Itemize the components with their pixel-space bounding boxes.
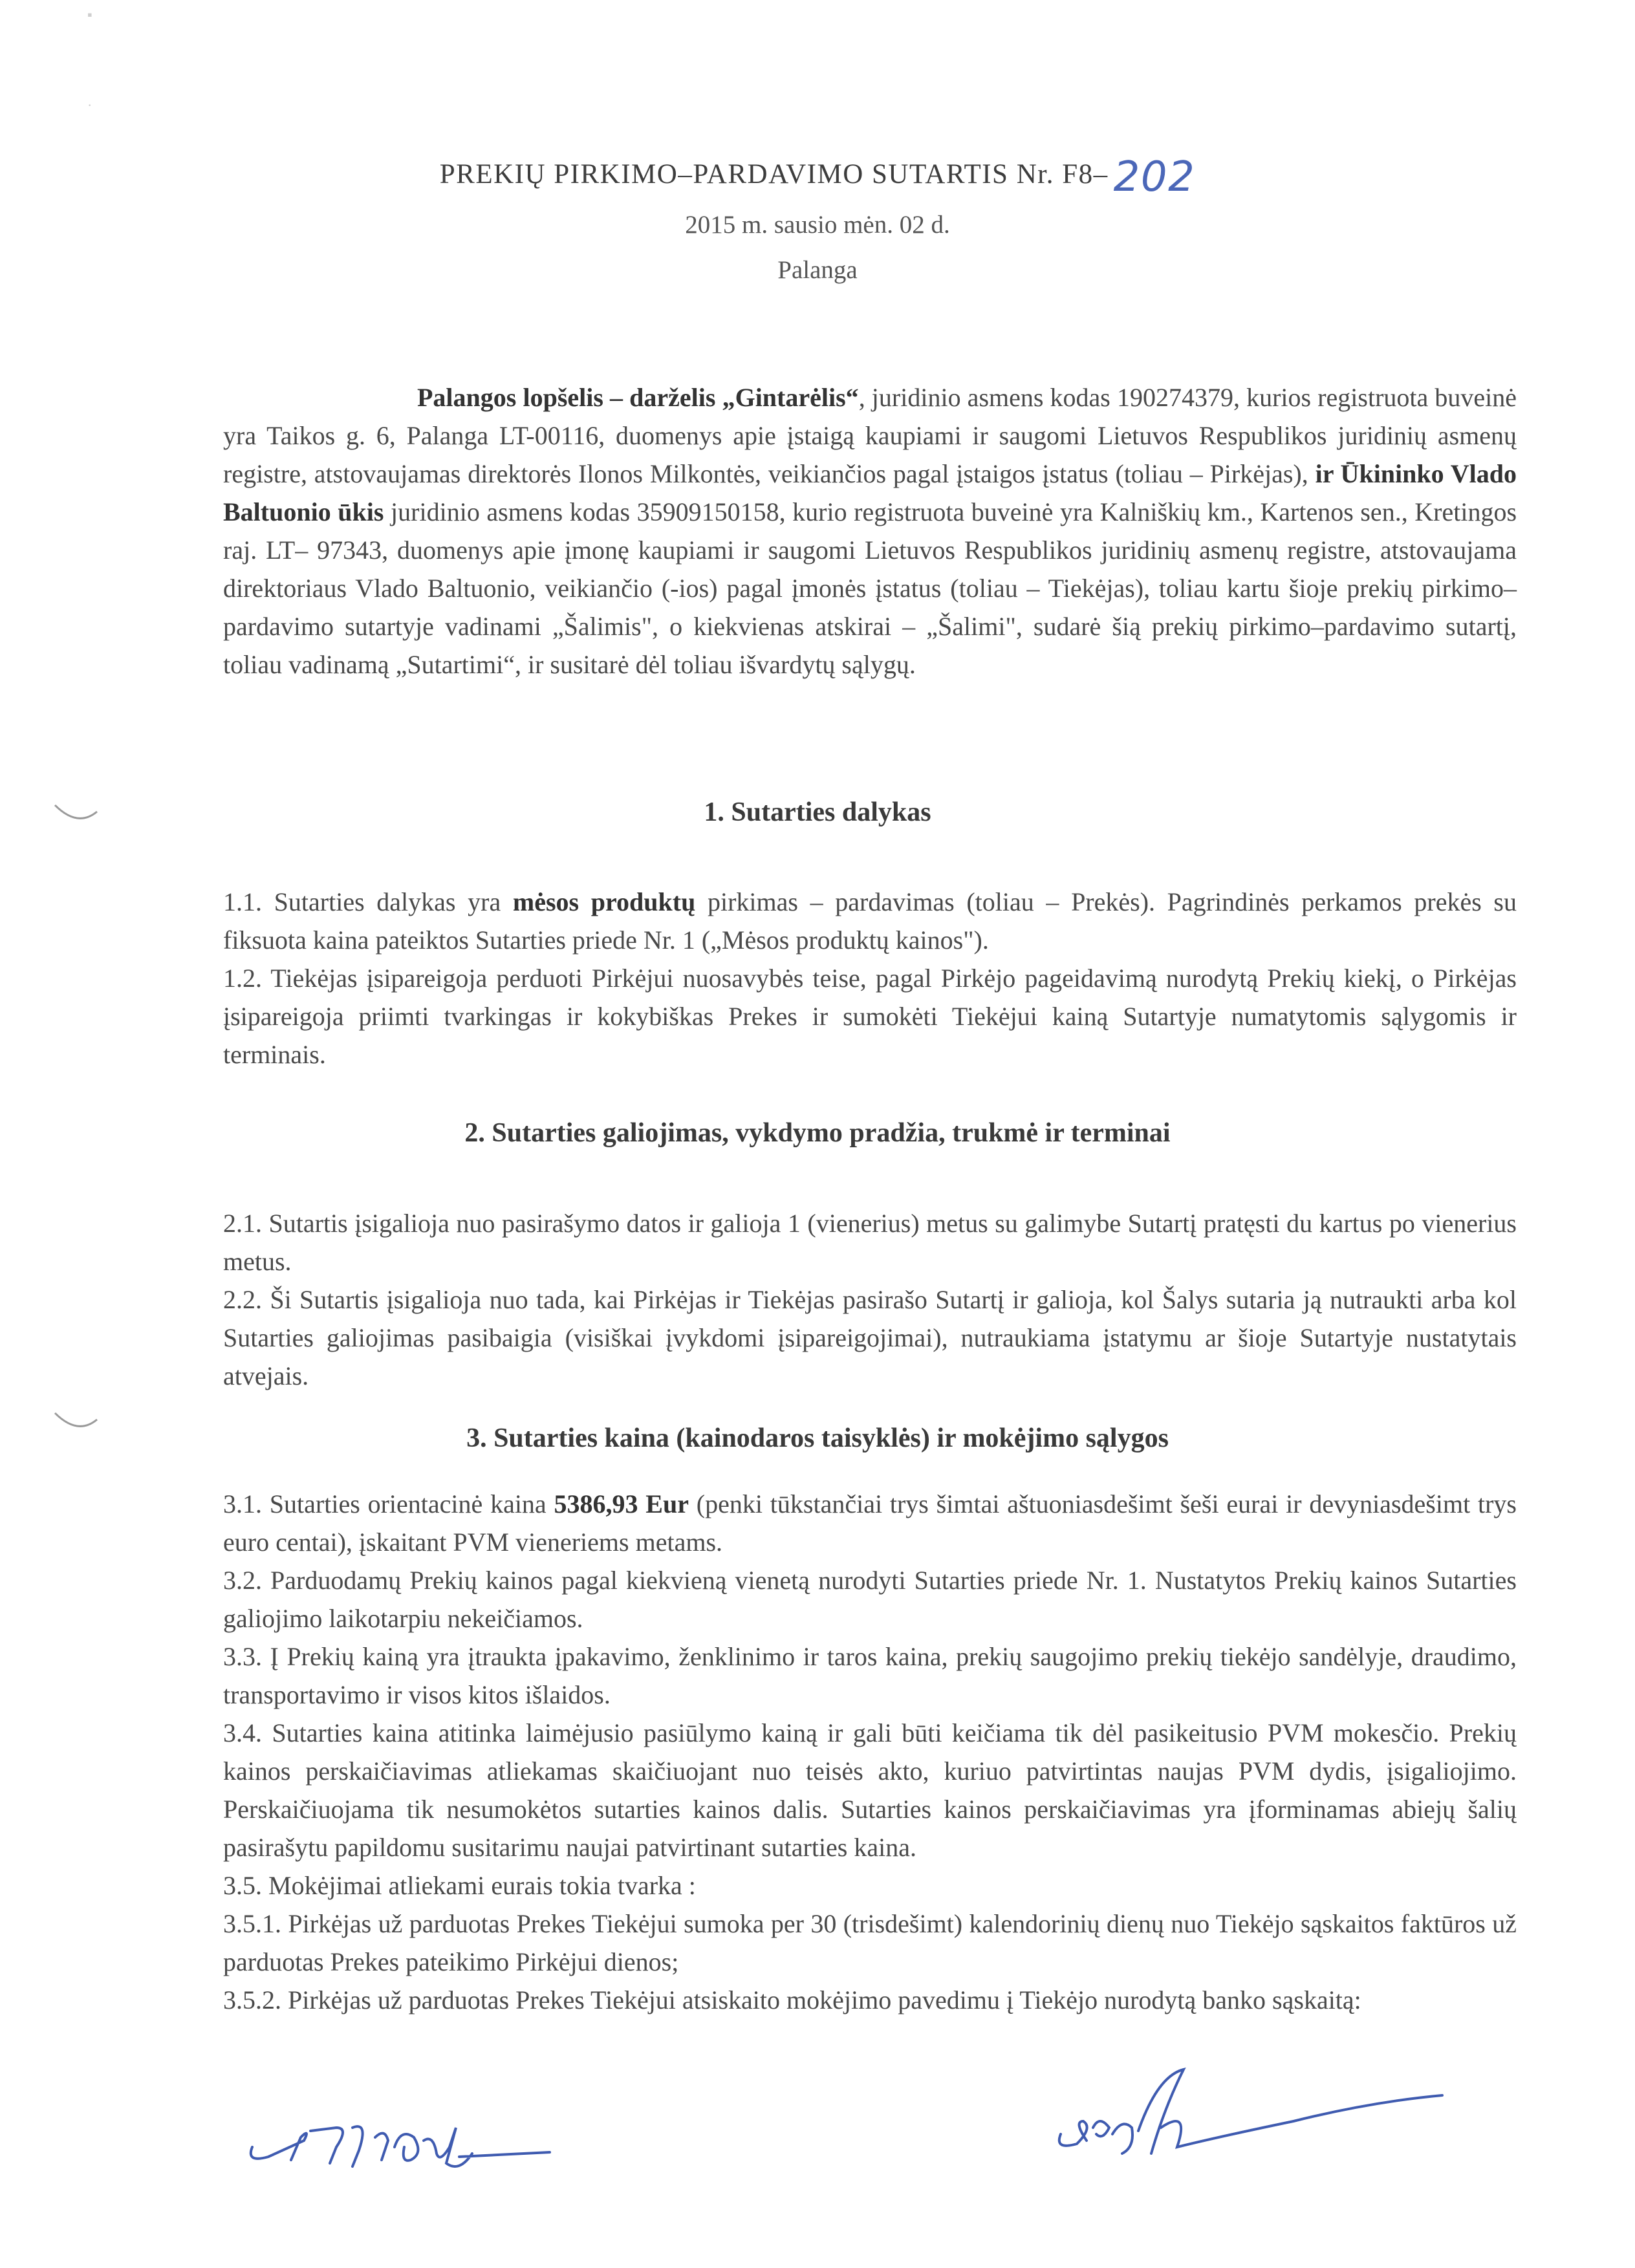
section-1-body [223,883,1517,1074]
clause-3-1-text-end: (penki tūkstančiai trys šimtai aštuoniasdešimt šeši eurai ir devyniasdešimt trys euro centai), įskaitant PVM vieneriems metams. [223,1489,1517,1557]
scan-speck: · [87,97,92,113]
party2-text: juridinio asmens kodas 35909150158, kurio registruota buveinė yra Kalniškių km., Kartenos sen., Kretingos raj. LT– 97343, duomenys apie įmonę kaupiami ir saugomi Lietuvos Respublikos juridinių asmenų registre, atstovaujama direktoriaus Vlado Baltuonio, veikiančio (-ios) pagal įmonės įstatus (toliau – Tiekėjas), toliau kartu šioje prekių pirkimo–pardavimo sutartyje vadinami „Šalimis", o kiekvienas atskirai – „Šalimi", sudarė šią prekių pirkimo–pardavimo sutartį, toliau vadinamą „Sutartimi“, ir susitarė dėl toliau išvardytų sąlygų. [223,497,1517,679]
section-1-heading: 1. Sutarties dalykas [704,797,931,827]
clause-3-2: 3.2. Parduodamų Prekių kainos pagal kiekvieną vienetą nurodyti Sutarties priede Nr. 1. Nustatytos Prekių kainos Sutarties galiojimo laikotarpiu nekeičiamos. [223,1566,1517,1633]
clause-3-5-2: 3.5.2. Pirkėjas už parduotas Prekes Tiekėjui atsiskaito mokėjimo pavedimu į Tiekėjo nurodytą banko sąskaitą: [223,1985,1361,2014]
handwritten-contract-number: 202 [1113,153,1196,201]
preamble [223,378,1517,684]
party2-name: ir Ūkininko Vlado Baltuonio ūkis [223,459,1517,526]
supplier-signature [1048,2057,1462,2173]
clause-3-3: 3.3. Į Prekių kainą yra įtraukta įpakavimo, ženklinimo ir taros kaina, prekių saugojimo prekių tiekėjo sandėlyje, draudimo, transportavimo ir visos kitos išlaidos. [223,1642,1517,1709]
clause-3-1-text: 3.1. Sutarties orientacinė kaina [223,1489,554,1518]
party1-text: , juridinio asmens kodas 190274379, kurios registruota buveinė yra Taikos g. 6, Palanga LT-00116, duomenys apie įstaigą kaupiami ir saugomi Lietuvos Respublikos juridinių asmenų registre, atstovaujamas direktorės Ilonos Milkontės, veikiančios pagal įstaigos įstatus (toliau – Pirkėjas), [223,383,1517,488]
clause-3-5-1: 3.5.1. Pirkėjas už parduotas Prekes Tiekėjui sumoka per 30 (trisdešimt) kalendorinių dienų nuo Tiekėjo sąskaitos faktūros už parduotas Prekes pateikimo Pirkėjui dienos; [223,1909,1517,1976]
clause-3-4: 3.4. Sutarties kaina atitinka laimėjusio pasiūlymo kainą ir gali būti keičiama tik dėl pasikeitusio PVM mokesčio. Prekių kainos perskaičiavimas atliekamas skaičiuojant nuo teisės akto, kuriuo patvirtintas naujas PVM dydis, įsigaliojimo. Perskaičiuojama tik nesumokėtos sutarties kainos dalis. Sutarties kainos perskaičiavimas yra įforminamas abiejų šalių pasirašytu papildomu susitarimu naujai patvirtinant sutarties kaina. [223,1718,1517,1862]
title-text: PREKIŲ PIRKIMO–PARDAVIMO SUTARTIS Nr. F8– [439,159,1109,189]
contract-date: 2015 m. sausio mėn. 02 d. [685,211,950,239]
clause-3-1 [223,1485,1517,1561]
clause-1-1-text-end: pirkimas – pardavimas (toliau – Prekės). Pagrindinės perkamos prekės su fiksuota kaina pateiktos Sutarties priede Nr. 1 („Mėsos produktų kainos"). [223,887,1517,955]
contract-place: Palanga [777,256,858,284]
contract-title [0,146,1635,201]
contract-price: 5386,93 Eur [554,1489,689,1518]
clause-1-1-subject: mėsos produktų [512,887,696,916]
clause-2-1: 2.1. Sutartis įsigalioja nuo pasirašymo datos ir galioja 1 (vienerius) metus su galimybe Sutartį pratęsti du kartus po vienerius metus. [223,1209,1517,1276]
clause-3-5: 3.5. Mokėjimai atliekami eurais tokia tvarka : [223,1871,696,1900]
clause-1-1-text: 1.1. Sutarties dalykas yra [223,887,513,916]
section-3-body [223,1485,1517,2019]
scan-speck: ▪ [87,6,92,23]
party1-name: Palangos lopšelis – darželis „Gintarėlis“ [417,383,859,412]
section-2-heading: 2. Sutarties galiojimas, vykdymo pradžia, trukmė ir terminai [464,1118,1171,1148]
section-3-heading: 3. Sutarties kaina (kainodaros taisyklės) ir mokėjimo sąlygos [466,1423,1169,1453]
clause-1-1 [223,883,1517,959]
clause-2-2: 2.2. Ši Sutartis įsigalioja nuo tada, kai Pirkėjas ir Tiekėjas pasirašo Sutartį ir galioja, kol Šalys sutaria ją nutraukti arba kol Sutarties galiojimas pasibaigia (visiškai įvykdomi įsipareigojimai), nutraukiama įstatymu ar šioje Sutartyje nustatytais atvejais. [223,1285,1517,1390]
clause-1-2: 1.2. Tiekėjas įsipareigoja perduoti Pirkėjui nuosavybės teise, pagal Pirkėjo pageidavimą nurodytą Prekių kiekį, o Pirkėjas įsipareigoja priimti tvarkingas ir kokybiškas Prekes ir sumokėti Tiekėjui kainą Sutartyje numatytomis sąlygomis ir terminais. [223,964,1517,1069]
section-2-body [223,1204,1517,1395]
buyer-signature [239,2102,576,2179]
